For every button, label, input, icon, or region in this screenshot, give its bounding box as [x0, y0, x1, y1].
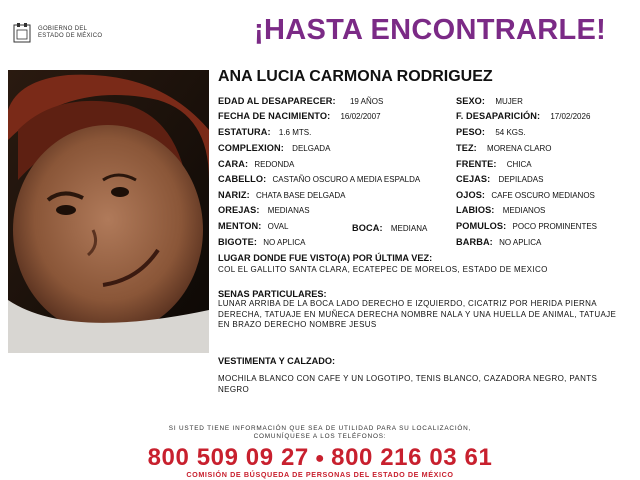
- field-desaparicion-label: F. DESAPARICIÓN:: [456, 111, 541, 121]
- phone-number-2: 800 216 03 61: [331, 444, 493, 471]
- field-peso: [456, 127, 526, 138]
- field-cara-value: REDONDA: [254, 160, 295, 169]
- field-frente: [456, 159, 532, 170]
- field-edad-label: EDAD AL DESAPARECER:: [218, 96, 336, 106]
- field-menton-value: OVAL: [267, 222, 289, 231]
- field-bigote-value: NO APLICA: [263, 238, 306, 247]
- footer-note-line-2: COMUNÍQUESE A LOS TELÉFONOS:: [253, 433, 387, 440]
- field-sexo: [456, 96, 523, 107]
- field-barba-label: BARBA:: [456, 237, 493, 247]
- portrait-illustration: [8, 70, 209, 353]
- field-edad-value: 19 AÑOS: [349, 97, 384, 106]
- state-seal-icon: [12, 22, 32, 44]
- field-orejas-value: MEDIANAS: [267, 206, 310, 215]
- field-cejas-label: CEJAS:: [456, 174, 491, 184]
- field-cabello: [218, 174, 420, 185]
- field-frente-value: CHICA: [506, 160, 532, 169]
- field-nariz: [218, 190, 345, 201]
- field-peso-label: PESO:: [456, 127, 486, 137]
- field-nariz-value: CHATA BASE DELGADA: [255, 191, 346, 200]
- last-seen-label: LUGAR DONDE FUE VISTO(A) POR ÚLTIMA VEZ:: [218, 253, 433, 263]
- field-orejas-label: OREJAS:: [218, 205, 260, 215]
- field-complexion-value: DELGADA: [292, 144, 331, 153]
- field-labios-label: LABIOS:: [456, 205, 495, 215]
- field-cabello-value: CASTAÑO OSCURO A MEDIA ESPALDA: [272, 175, 421, 184]
- field-cabello-label: CABELLO:: [218, 174, 267, 184]
- field-desaparicion: [456, 111, 590, 122]
- field-boca-label: BOCA:: [352, 223, 383, 233]
- field-tez-value: MORENA CLARO: [487, 144, 552, 153]
- field-bigote-label: BIGOTE:: [218, 237, 257, 247]
- field-boca: [352, 223, 427, 234]
- bullet-icon: ●: [314, 449, 326, 467]
- field-cejas-value: DEPILADAS: [498, 175, 544, 184]
- field-ojos: [456, 190, 595, 201]
- field-cejas: [456, 174, 543, 185]
- field-estatura-label: ESTATURA:: [218, 127, 271, 137]
- field-nacimiento: [218, 111, 381, 122]
- field-bigote: [218, 237, 305, 248]
- field-cara-label: CARA:: [218, 159, 249, 169]
- person-name: ANA LUCIA CARMONA RODRIGUEZ: [218, 68, 493, 85]
- field-estatura-value: 1.6 MTS.: [278, 128, 312, 137]
- phone-number-1: 800 509 09 27: [147, 444, 309, 471]
- field-labios: [456, 205, 545, 216]
- field-tez: [456, 143, 552, 154]
- field-cara: [218, 159, 294, 170]
- field-nacimiento-label: FECHA DE NACIMIENTO:: [218, 111, 331, 121]
- footer-note-line-1: SI USTED TIENE INFORMACIÓN QUE SEA DE UTILIDAD PARA SU LOCALIZACIÓN,: [168, 425, 472, 432]
- government-logo: [12, 20, 122, 46]
- missing-person-photo: [8, 70, 209, 353]
- field-pomulos: [456, 221, 597, 232]
- field-complexion: [218, 143, 330, 154]
- field-menton-label: MENTON:: [218, 221, 262, 231]
- field-estatura: [218, 127, 311, 138]
- field-pomulos-value: POCO PROMINENTES: [512, 222, 597, 231]
- logo-line-2: ESTADO DE MÉXICO: [38, 33, 103, 39]
- field-frente-label: FRENTE:: [456, 159, 497, 169]
- field-sexo-label: SEXO:: [456, 96, 486, 106]
- clothing-value: MOCHILA BLANCO CON CAFE Y UN LOGOTIPO, TENIS BLANCO, CAZADORA NEGRO, PANTS NEGRO: [218, 374, 598, 394]
- phone-numbers: [0, 444, 640, 472]
- field-peso-value: 54 KGS.: [495, 128, 526, 137]
- marks-label: SENAS PARTICULARES:: [218, 289, 327, 299]
- field-ojos-label: OJOS:: [456, 190, 486, 200]
- field-boca-value: MEDIANA: [390, 224, 428, 233]
- page-headline: ¡HASTA ENCONTRARLE!: [254, 14, 607, 46]
- marks-value: LUNAR ARRIBA DE LA BOCA LADO DERECHO E IZQUIERDO, CICATRIZ POR HERIDA PIERNA DERECHA, TATUAJE EN MUÑECA DERECHA NOMBRE NALA Y UNA HUELLA DE ANIMAL, TATUAJE EN BRAZO DERECHO NOMBRE JESUS: [218, 299, 617, 329]
- field-nariz-label: NARIZ:: [218, 190, 250, 200]
- field-nacimiento-value: 16/02/2007: [340, 112, 381, 121]
- field-barba: [456, 237, 541, 248]
- field-tez-label: TEZ:: [456, 143, 477, 153]
- logo-line-1: GOBIERNO DEL: [38, 26, 88, 32]
- field-menton: [218, 221, 288, 232]
- field-desaparicion-value: 17/02/2026: [550, 112, 591, 121]
- field-sexo-value: MUJER: [495, 97, 523, 106]
- field-ojos-value: CAFE OSCURO MEDIANOS: [491, 191, 595, 200]
- field-pomulos-label: POMULOS:: [456, 221, 507, 231]
- field-complexion-label: COMPLEXION:: [218, 143, 284, 153]
- field-orejas: [218, 205, 310, 216]
- field-edad: [218, 96, 383, 107]
- field-barba-value: NO APLICA: [499, 238, 542, 247]
- commission-name: COMISIÓN DE BÚSQUEDA DE PERSONAS DEL ESTADO DE MÉXICO: [186, 470, 454, 479]
- clothing-label: VESTIMENTA Y CALZADO:: [218, 356, 336, 366]
- last-seen-value: COL EL GALLITO SANTA CLARA, ECATEPEC DE MORELOS, ESTADO DE MEXICO: [218, 265, 548, 274]
- field-labios-value: MEDIANOS: [502, 206, 546, 215]
